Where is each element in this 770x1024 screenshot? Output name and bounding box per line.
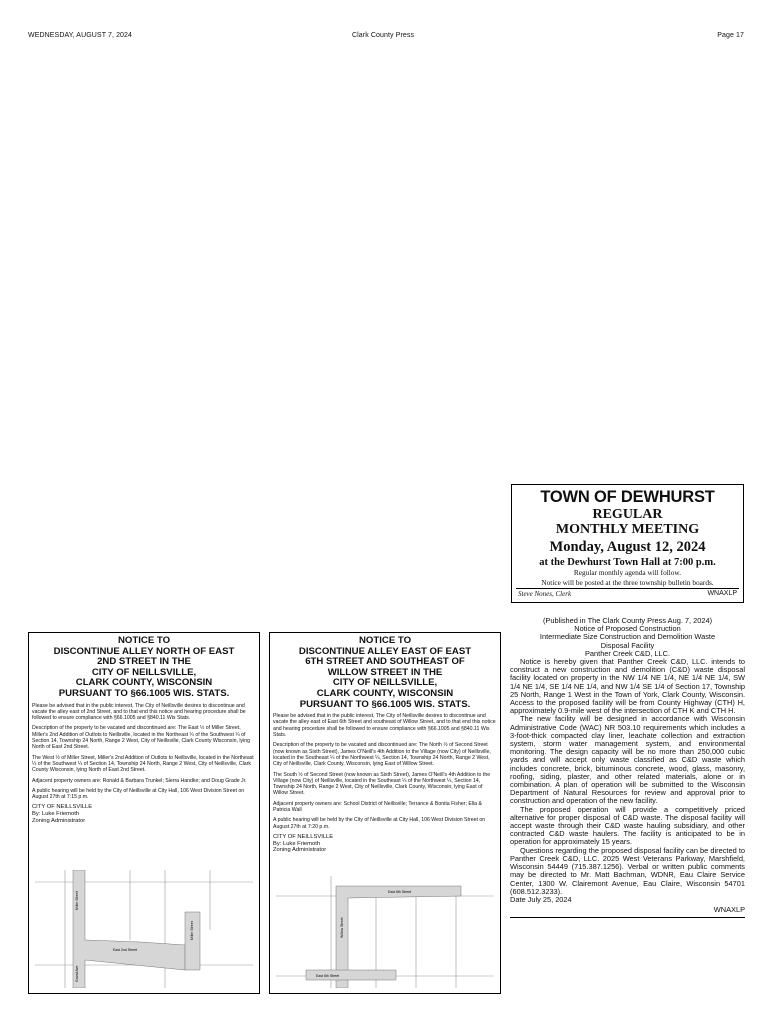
notice-paragraph: The South ½ of Second Street (now known as Sixth Street), James O'Neill's 4th Addition to the Village (now City) of Neillsville, located in the Southeast ¼ of the Northwest ¼, Section 14, Township 24 North, Range 2 West, City of Neillsville, Clark County, Wisconsin, lying East of Willow Street. (273, 771, 491, 797)
title-line: 2ND STREET IN THE (97, 656, 191, 668)
sig-line: By: Luke Friemoth (32, 811, 80, 818)
sig-line: CITY OF NEILLSVILLE (32, 804, 93, 811)
pub-heading-line: Notice of Proposed Construction (574, 624, 681, 634)
notice-paragraph: Please be advised that in the public interest, The City of Neillsville desires to discontinue and vacate the alley east of East 6th Street and southeast of Willow Street, and to that end this notice and hearing procedure shall be followed to ensure compliance with §66.1005 and §840.11 Wis Stats. (273, 713, 496, 739)
pub-heading-line: (Published in The Clark County Press Aug. 7, 2024) (542, 616, 713, 625)
map-label: Miller Street (75, 891, 79, 910)
dewhurst-subtitle-2: MONTHLY MEETING (555, 522, 700, 537)
title-line: CLARK COUNTY, WISCONSIN (75, 677, 213, 689)
notice-title (270, 636, 500, 710)
pub-heading-line: Disposal Facility (600, 640, 655, 650)
map-label: East 2nd Street (113, 948, 138, 952)
title-line: DISCONTINUE ALLEY NORTH OF EAST (53, 645, 235, 657)
dewhurst-note-agenda: Regular monthly agenda will follow. (573, 568, 682, 577)
sig-line: Zoning Administrator (273, 847, 327, 854)
dewhurst-meeting-location: at the Dewhurst Town Hall at 7:00 p.m. (539, 557, 716, 568)
notice-paragraph: Description of the property to be vacated and discontinued are: The North ½ of Second Street (now known as Sixth Street), James O'Neill's 4th Addition to the Village (now City) of Neillsville, located in the Southeast ¼ of the Northwest ¼, Section 14, Township 24 North, Range 2 West, City of Neillsville, Clark County, Wisconsin, lying East of Willow Street. (273, 742, 491, 768)
title-line: PURSUANT TO §66.1005 WIS. STATS. (58, 687, 230, 699)
dewhurst-title: TOWN OF DEWHURST (540, 488, 715, 506)
notice-paragraph: Adjacent property owners are: Ronald & Barbara Trunkel; Sierra Handke; and Doug Grade Jr. (32, 777, 247, 784)
map-label: East 6th Street (316, 974, 340, 978)
dewhurst-note-posting: Notice will be posted at the three township bulletin boards. (541, 578, 714, 587)
title-line: NOTICE TO (117, 635, 171, 646)
pub-heading-line: Panther Creek C&D, LLC. (584, 648, 671, 658)
map-label: East 6th Street (388, 890, 412, 894)
notice-alley-east-2nd (28, 632, 260, 994)
street-map-2 (276, 876, 494, 988)
sig-line: Zoning Administrator (32, 817, 86, 824)
title-line: CITY OF NEILLSVILLE, (332, 677, 438, 689)
title-line: DISCONTINUE ALLEY EAST OF EAST (298, 645, 472, 657)
title-line: PURSUANT TO §66.1005 WIS. STATS. (299, 698, 471, 710)
pub-code: WNAXLP (713, 905, 745, 915)
title-line: NOTICE TO (358, 635, 412, 646)
street-map-1 (35, 870, 253, 988)
issue-date: WEDNESDAY, AUGUST 7, 2024 (28, 32, 133, 39)
sig-line: By: Luke Friemoth (273, 840, 321, 847)
pub-heading-line: Intermediate Size Construction and Demolition Waste (539, 632, 716, 642)
page-number: Page 17 (717, 32, 744, 39)
dewhurst-subtitle-1: REGULAR (592, 507, 663, 522)
notice-paragraph: A public hearing will be held by the City of Neillsville at City Hall, 106 West Division Street on August 27th at 7:15 p.m. (32, 787, 245, 801)
panther-creek-notice (510, 617, 745, 918)
notice-alley-east-6th (269, 632, 501, 994)
title-line: CLARK COUNTY, WISCONSIN (316, 687, 454, 699)
clerk-signature: Steve Nones, Clerk (518, 590, 572, 598)
dewhurst-footer (516, 588, 739, 600)
map-label: Willow Street (340, 917, 344, 938)
ad-code: WNAXLP (707, 590, 737, 597)
pub-divider (510, 917, 745, 918)
title-line: CITY OF NEILLSVILLE, (91, 666, 197, 678)
pub-paragraph: The new facility will be designed in accordance with Wisconsin Administrative Code (WAC) NR 503.10 requirements which includes a 3-foot-thick compacted clay liner, leachate collection and extraction system, storm water management system, and environmental monitoring. The design capacity will be no more than 250,000 cubic yards and will accept only waste classified as C&D waste which includes concrete, brick, bituminous concrete, wood, glass, masonry, roofing, siding, plaster, and other related materials, alone or in combination. A plan of operation will be submitted to the Wisconsin Department of Natural Resources for review and approval prior to construction and operation of the new facility. (510, 714, 745, 806)
notice-title (29, 636, 259, 700)
title-line: 6TH STREET AND SOUTHEAST OF (305, 656, 465, 668)
notice-body (29, 703, 259, 801)
sig-line: CITY OF NEILLSVILLE (273, 833, 334, 840)
map-label: Miller Street (190, 921, 194, 940)
pub-date: Date July 25, 2024 (510, 894, 572, 904)
notice-signature (270, 834, 500, 854)
notice-paragraph: Description of the property to be vacated and discontinued are: The East ½ of Miller Street, Miller's 2nd Addition of Outlots to Neillsville, located in the Northeast ¼ of the Southwest ¼ of Section 14, Township 24 North, Range 2 West, City of Neillsville, Clark County Wisconsin, lying North of East 2nd Street. (32, 725, 251, 751)
dewhurst-meeting-date: Monday, August 12, 2024 (549, 539, 706, 555)
paper-name: Clark County Press (352, 32, 415, 39)
notice-paragraph: The West ½ of Miller Street, Miller's 2nd Addition of Outlots to Neillsville, located in the Northeast ¼ of the Southwest ¼ of Section 14, Township 24 North, Range 2 West, City of Neillsville, Clark County Wisconsin, lying North of East 2nd Street. (32, 754, 254, 774)
notice-body (270, 713, 500, 830)
dewhurst-meeting-ad (511, 484, 744, 603)
pub-paragraph: Notice is hereby given that Panther Creek C&D, LLC. intends to construct a new construction and demolition (C&D) waste disposal facility located on property in the NW 1/4 NE 1/4, NE 1/4 NE 1/4, SW 1/4 NE 1/4, SE 1/4 NE 1/4, and NW 1/4 SE 1/4 of Section 17, Township 25 North, Range 1 West in the Town of York, Clark County, Wisconsin. Access to the proposed facility will be from County Highway (CTH) H, approximately 0.9-mile west of the intersection of CTH K and CTH H. (510, 657, 745, 716)
title-line: WILLOW STREET IN THE (327, 666, 443, 678)
notice-paragraph: Adjacent property owners are: School District of Neillsville; Terrance & Bonita Fisher; Ella & Patricia Wall (273, 800, 482, 814)
map-label: Grand Ave (75, 965, 79, 982)
notice-paragraph: Please be advised that in the public interest, The City of Neillsville desires to discontinue and vacate the alley east of 2nd Street, and to that end this notice and hearing procedure shall be followed to ensure compliance with §66.1005 and §840.11 Wis Stats. (32, 702, 246, 722)
notice-signature (29, 804, 259, 824)
pub-paragraph: The proposed operation will provide a competitively priced alternative for proper disposal of C&D waste. The disposal facility will accept waste through their C&D waste hauling subsidiary, and other contracted C&D waste haulers. The facility is anticipated to be in operation for approximately 15 years. (510, 804, 745, 847)
pub-paragraph: Questions regarding the proposed disposal facility can be directed to Panther Creek C&D, LLC. 2025 West Veterans Parkway, Marshfield, Wisconsin 54449 (715.387.1256). Verbal or written public comments may be directed to Mr. Matt Bachman, WDNR, Eau Claire Service Center, 1300 W. Clairemont Avenue, Eau Claire, Wisconsin 54701 (608.512.3233). (510, 845, 745, 896)
notice-paragraph: A public hearing will be held by the City of Neillsville at City Hall, 106 West Division Street on August 27th at 7:20 p.m. (273, 817, 486, 830)
